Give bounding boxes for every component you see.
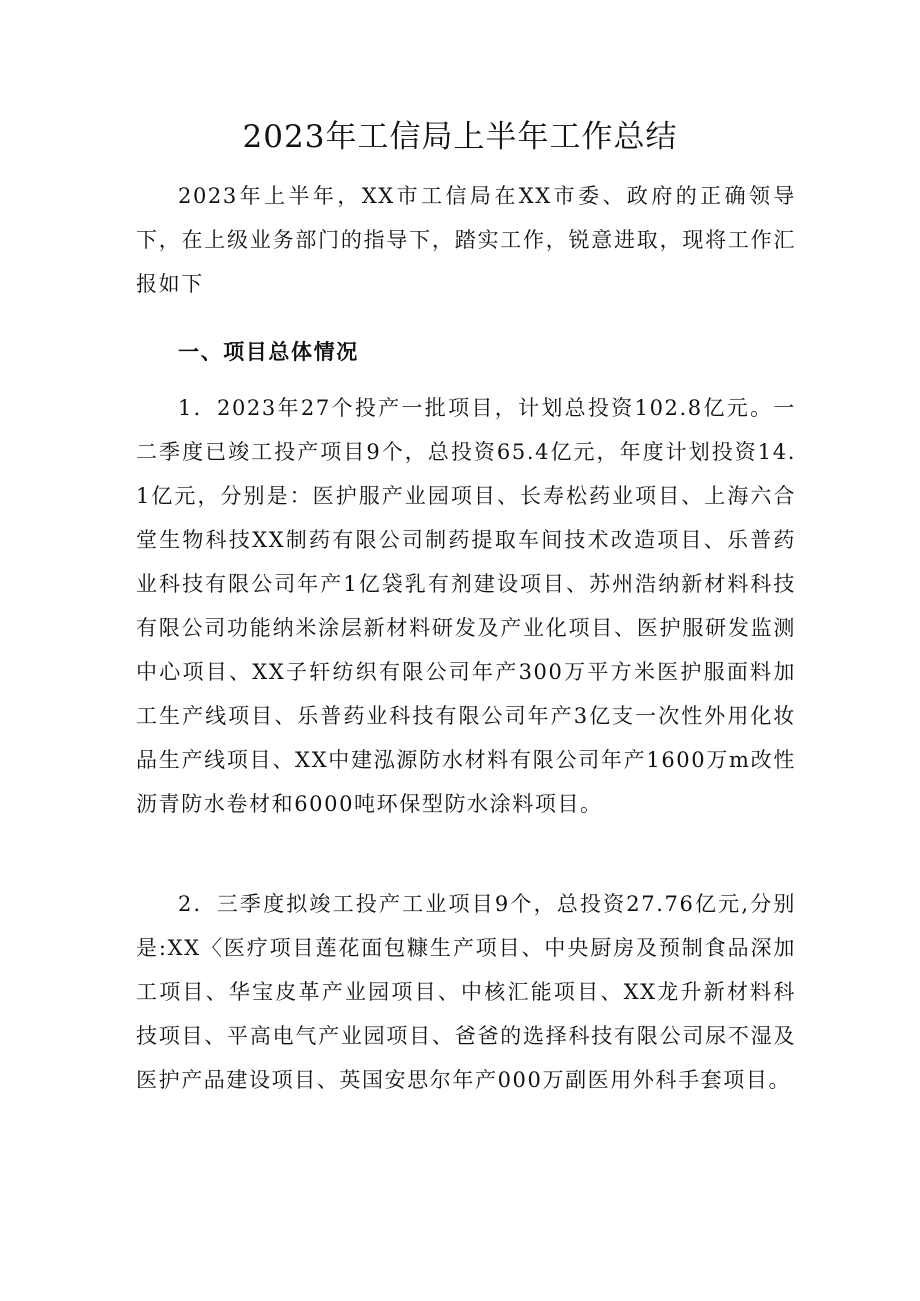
document-title: 2023年工信局上半年工作总结 bbox=[242, 119, 678, 155]
section-heading: 一、项目总体情况 bbox=[178, 339, 359, 364]
item-paragraph-2: 2．三季度拟竣工投产工业项目9个，总投资27.76亿元,分别是:XX〈医疗项目莲花面包糠生产项目、中央厨房及预制食品深加工项目、华宝皮革产业园项目、中核汇能项目、XX龙升新材料科技项目、平高电气产业园项目、爸爸的选择科技有限公司尿不湿及医护产品建设项目、英国安思尔年产000万副医用外科手套项目。 bbox=[136, 892, 796, 1092]
item-paragraph-1: 1．2023年27个投产一批项目，计划总投资102.8亿元。一二季度已竣工投产项目9个，总投资65.4亿元，年度计划投资14.1亿元，分别是：医护服产业园项目、长寿松药业项目、上海六合堂生物科技XX制药有限公司制药提取车间技术改造项目、乐普药业科技有限公司年产1亿袋乳有剂建设项目、苏州浩纳新材料科技有限公司功能纳米涂层新材料研发及产业化项目、医护服研发监测中心项目、XX子轩纺织有限公司年产300万平方米医护服面料加工生产线项目、乐普药业科技有限公司年产3亿支一次性外用化妆品生产线项目、XX中建泓源防水材料有限公司年产1600万m改性沥青防水卷材和6000吨环保型防水涂料项目。 bbox=[136, 396, 796, 816]
intro-paragraph: 2023年上半年，XX市工信局在XX市委、政府的正确领导下，在上级业务部门的指导下，踏实工作，锐意进取，现将工作汇报如下 bbox=[136, 184, 796, 296]
